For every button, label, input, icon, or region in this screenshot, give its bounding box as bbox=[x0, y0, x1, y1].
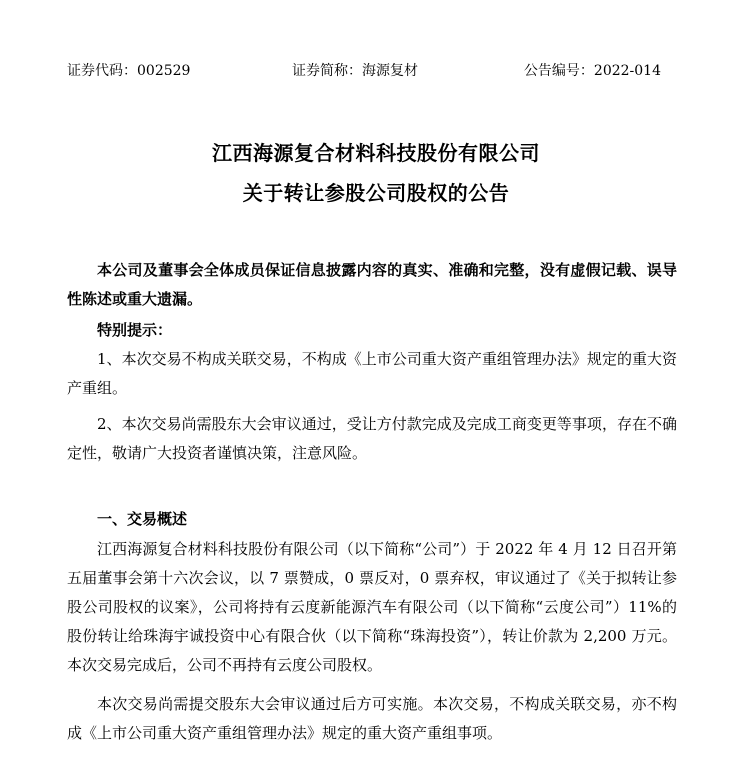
securities-abbreviation: 证券简称：海源复材 bbox=[292, 63, 418, 79]
section-heading-transaction-overview: 一、交易概述 bbox=[97, 510, 188, 528]
special-notice-item-2: 2、本次交易尚需股东大会审议通过，受让方付款完成及完成工商变更等事项，存在不确定性，敬请广大投资者谨慎决策，注意风险。 bbox=[67, 415, 677, 462]
document-header bbox=[67, 60, 667, 82]
transaction-overview-paragraph-1: 江西海源复合材料科技股份有限公司（以下简称“公司”）于 2022 年 4 月 12 日召开第五届董事会第十六次会议，以 7 票赞成，0 票反对，0 票弃权，审议通过了《关于拟转让参股公司股权的议案》，公司将持有云度新能源汽车有限公司（以下简称“云度公司”）11%的股份转让给珠海宇诚投资中心有限合伙（以下简称“珠海投资”），转让价款为 2,200 万元。本次交易完成后，公司不再持有云度公司股权。 bbox=[67, 540, 677, 674]
special-notice-item-1: 1、本次交易不构成关联交易，不构成《上市公司重大资产重组管理办法》规定的重大资产重组。 bbox=[67, 350, 677, 397]
board-statement: 本公司及董事会全体成员保证信息披露内容的真实、准确和完整，没有虚假记载、误导性陈述或重大遗漏。 bbox=[67, 261, 677, 308]
announcement-number: 公告编号：2022-014 bbox=[523, 63, 661, 79]
special-notice-heading: 特别提示： bbox=[97, 321, 173, 339]
transaction-overview-paragraph-2: 本次交易尚需提交股东大会审议通过后方可实施。本次交易，不构成关联交易，亦不构成《上市公司重大资产重组管理办法》规定的重大资产重组事项。 bbox=[67, 695, 677, 742]
company-title: 江西海源复合材料科技股份有限公司 bbox=[212, 141, 540, 165]
securities-code: 证券代码：002529 bbox=[67, 63, 191, 79]
announcement-title: 关于转让参股公司股权的公告 bbox=[242, 181, 510, 205]
